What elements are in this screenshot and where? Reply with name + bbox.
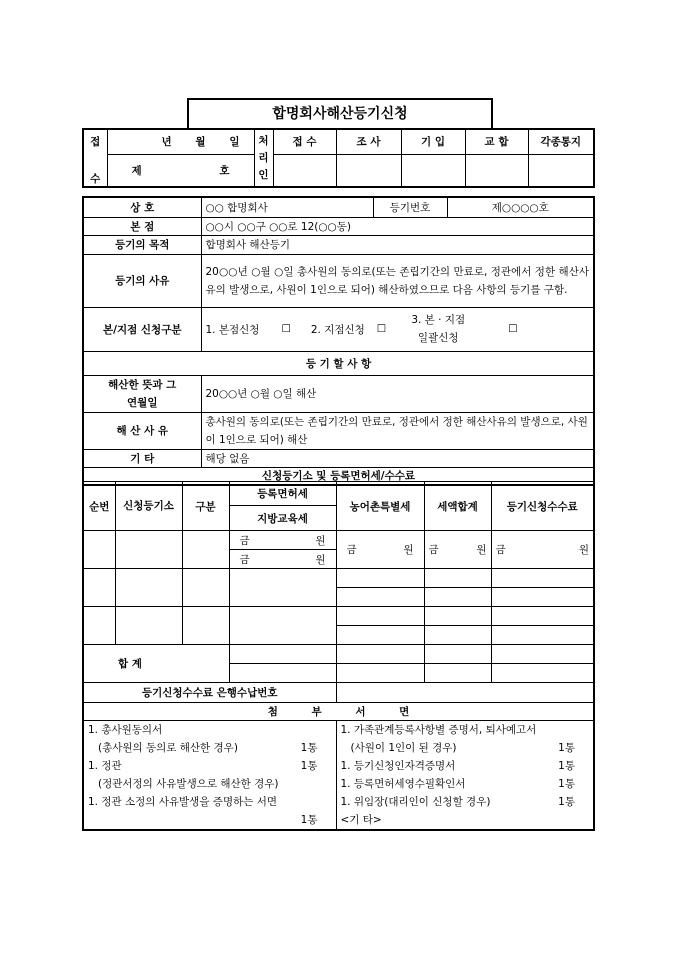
section-attachments: 첨 부 서 면 [83, 703, 594, 721]
attachment-count: 1통 [558, 778, 575, 790]
purpose: 합명회사 해산등기 [201, 235, 594, 254]
attachments-left [83, 721, 336, 831]
col-edu-tax: 지방교육세 [229, 506, 336, 531]
reg-tax-amount[interactable]: 금 원 [229, 531, 336, 550]
attachment-name: 1. 정관 [88, 760, 122, 772]
label-reg-number: 등기번호 [373, 197, 447, 217]
label-dissolution-date: 해산한 뜻과 그 연월일 [83, 375, 201, 412]
cell[interactable] [83, 531, 115, 569]
receipt-label: 접 수 [83, 129, 107, 187]
total-label: 합 계 [83, 645, 229, 683]
checkbox-branch[interactable]: ☐ [376, 323, 387, 335]
receipt-table [82, 128, 595, 188]
attachment-item [88, 793, 336, 811]
attachment-item [341, 811, 594, 829]
cell[interactable] [182, 531, 229, 569]
attachment-item [341, 775, 594, 793]
fee-amount[interactable]: 금 원 [491, 531, 594, 569]
fees-table [82, 481, 595, 831]
head-office: ○○시 ○○구 ○○로 12(○○동) [201, 217, 594, 235]
attachment-name: 1. 가족관계등록사항별 증명서, 퇴사예고서 [340, 724, 537, 736]
attachment-item [88, 721, 336, 739]
receipt-number: 제 호 [107, 154, 254, 187]
label-purpose: 등기의 목적 [83, 235, 201, 254]
checkbox-head-office[interactable]: ☐ [281, 323, 291, 335]
attachment-count: 1통 [300, 760, 318, 772]
col-reg-tax: 등록면허세 [229, 482, 336, 506]
label-trade-name: 상 호 [83, 197, 201, 217]
attachment-count: 1통 [558, 742, 575, 754]
dissolution-cause: 총사원의 동의로(또는 존립기간의 만료로, 정관에서 정한 해산사유의 발생으로, 사원이 1인으로 되어) 해산 [201, 412, 594, 449]
attachment-item [88, 775, 336, 793]
rural-tax-amount[interactable]: 금 원 [336, 531, 424, 569]
reg-number: 제○○○○호 [447, 197, 594, 217]
tax-total-amount[interactable]: 금 원 [424, 531, 491, 569]
company-table [82, 196, 595, 486]
label-dissolution-cause: 해 산 사 유 [83, 412, 201, 449]
reason: 20○○년 ○월 ○일 총사원의 동의로(또는 존립기간의 만료로, 정관에서 정한 해산사유의 발생으로, 사원이 1인으로 되어) 해산하였으므로 다음 사항의 등기를 구함. [201, 254, 594, 307]
attachment-item [88, 811, 336, 829]
application-type [201, 307, 594, 351]
receipt-date: 년 월 일 [107, 129, 254, 154]
attachments-right [336, 721, 594, 831]
edu-tax-amount[interactable]: 금 원 [229, 550, 336, 569]
option-both: 3. 본 · 지점 일괄신청 [411, 314, 466, 344]
attachment-count: 1통 [558, 760, 575, 772]
col-registry: 신청등기소 [115, 482, 182, 531]
attachment-count: 1통 [300, 742, 318, 754]
section-matters: 등 기 할 사 항 [83, 351, 594, 375]
attachment-name: 1. 정관 소정의 사유발생을 증명하는 서면 [88, 796, 277, 808]
label-other: 기 타 [83, 449, 201, 467]
col-rural-tax: 농어촌특별세 [336, 482, 424, 531]
trade-name: ○○ 합명회사 [201, 197, 373, 217]
col-tax-total: 세액합계 [424, 482, 491, 531]
form-title: 합명회사해산등기신청 [187, 98, 493, 129]
col-review: 조 사 [336, 129, 401, 154]
label-head-office: 본 점 [83, 217, 201, 235]
col-seq: 순번 [83, 482, 115, 531]
attachment-item [341, 793, 594, 811]
attachment-name: 1. 총사원동의서 [88, 724, 163, 736]
attachment-name: <기 타> [340, 814, 382, 826]
other: 해당 없음 [201, 449, 594, 467]
attachment-name: (사원이 1인이 된 경우) [350, 742, 457, 754]
stamp-cell[interactable] [336, 154, 401, 187]
attachment-name: 1. 등기신청인자격증명서 [340, 760, 456, 772]
attachment-item [341, 739, 594, 757]
checkbox-both[interactable]: ☐ [508, 323, 518, 335]
section-fees: 신청등기소 및 등록면허세/수수료 [83, 467, 594, 485]
label-bank-receipt: 등기신청수수료 은행수납번호 [83, 683, 336, 703]
stamp-cell[interactable] [528, 154, 594, 187]
col-notice: 각종통지 [528, 129, 594, 154]
stamp-cell[interactable] [465, 154, 528, 187]
label-reason: 등기의 사유 [83, 254, 201, 307]
stamp-cell[interactable] [273, 154, 336, 187]
attachment-count: 1통 [558, 796, 575, 808]
label-application-type: 본/지점 신청구분 [83, 307, 201, 351]
col-check: 교 합 [465, 129, 528, 154]
col-receipt: 접 수 [273, 129, 336, 154]
attachment-item [88, 739, 336, 757]
bank-receipt-number[interactable] [336, 683, 594, 703]
attachment-name: (정관서정의 사유발생으로 해산한 경우) [98, 778, 279, 790]
attachment-item [341, 721, 594, 739]
attachment-name: 1. 위임장(대리인이 신청할 경우) [340, 796, 491, 808]
option-branch: 2. 지점신청 [310, 323, 365, 336]
stamp-cell[interactable] [401, 154, 465, 187]
attachment-item [341, 757, 594, 775]
option-head-office: 1. 본점신청 [205, 323, 260, 336]
cell[interactable] [115, 531, 182, 569]
col-fee: 등기신청수수료 [491, 482, 594, 531]
col-category: 구분 [182, 482, 229, 531]
attachment-name: 1. 등록면허세영수필확인서 [340, 778, 466, 790]
handler-label: 처 리 인 [254, 129, 273, 187]
attachment-item [88, 757, 336, 775]
dissolution-date: 20○○년 ○월 ○일 해산 [201, 375, 594, 412]
attachment-name: (총사원의 동의로 해산한 경우) [98, 742, 238, 754]
col-entry: 기 입 [401, 129, 465, 154]
attachment-count: 1통 [300, 814, 318, 826]
